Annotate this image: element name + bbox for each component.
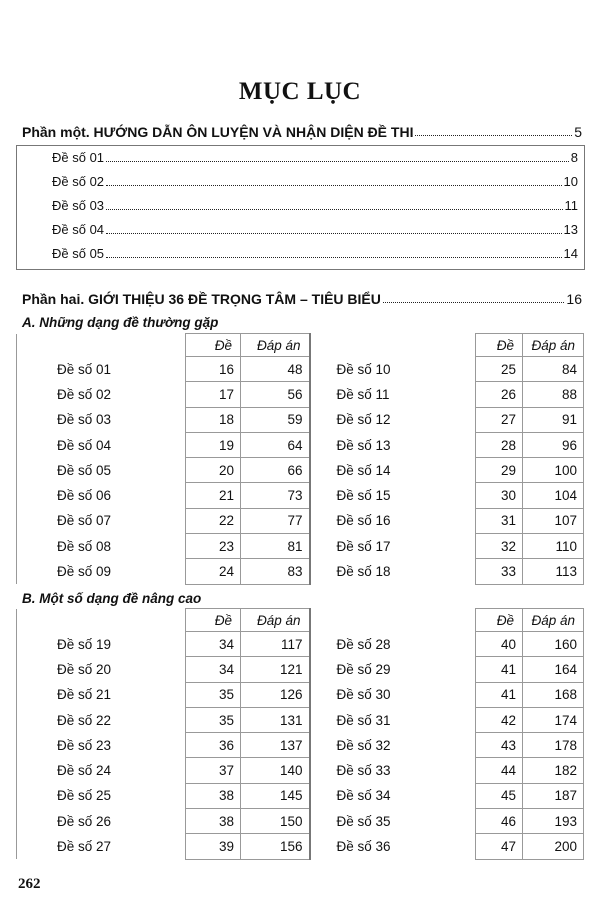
answer-page: 140	[241, 758, 310, 783]
answer-page: 182	[523, 758, 584, 783]
part2-page: 16	[566, 291, 582, 307]
exam-name: Đề số 23	[17, 733, 186, 758]
exam-page: 30	[476, 483, 523, 508]
answer-page: 156	[241, 834, 310, 859]
exam-name: Đề số 15	[310, 483, 476, 508]
exam-name: Đề số 27	[17, 834, 186, 859]
table-row	[17, 809, 584, 834]
table-row	[17, 508, 584, 533]
answer-page: 81	[241, 534, 310, 559]
toc-entry	[52, 174, 578, 189]
exam-page: 45	[476, 783, 523, 808]
table-row	[17, 357, 584, 382]
exam-page: 36	[186, 733, 241, 758]
leader-dots	[106, 174, 561, 186]
entry-page: 13	[563, 222, 578, 237]
exam-page: 24	[186, 559, 241, 584]
answer-page: 131	[241, 707, 310, 732]
table-row	[17, 559, 584, 584]
exam-name: Đề số 11	[310, 382, 476, 407]
exam-page: 44	[476, 758, 523, 783]
table-row	[17, 682, 584, 707]
answer-page: 84	[523, 357, 584, 382]
table-row	[17, 432, 584, 457]
exam-page: 22	[186, 508, 241, 533]
answer-page: 56	[241, 382, 310, 407]
header-de: Đề	[476, 609, 523, 632]
entry-page: 14	[563, 246, 578, 261]
exam-name: Đề số 20	[17, 657, 186, 682]
table-row	[17, 382, 584, 407]
header-de: Đề	[186, 334, 241, 357]
header-dapan: Đáp án	[241, 609, 310, 632]
part1-heading	[22, 124, 582, 140]
exam-name: Đề số 31	[310, 707, 476, 732]
leader-dots	[106, 222, 561, 234]
answer-page: 150	[241, 809, 310, 834]
exam-page: 17	[186, 382, 241, 407]
entry-name: Đề số 03	[52, 198, 105, 213]
exam-page: 18	[186, 407, 241, 432]
exam-name: Đề số 29	[310, 657, 476, 682]
exam-name: Đề số 01	[17, 357, 186, 382]
table-header	[17, 334, 584, 357]
exam-page: 16	[186, 357, 241, 382]
entry-name: Đề số 02	[52, 174, 105, 189]
toc-entry	[52, 198, 578, 213]
exam-name: Đề số 22	[17, 707, 186, 732]
exam-page: 34	[186, 657, 241, 682]
section-a-title: A. Những dạng đề thường gặp	[22, 315, 219, 330]
exam-page: 46	[476, 809, 523, 834]
answer-page: 145	[241, 783, 310, 808]
answer-page: 117	[241, 632, 310, 657]
exam-name: Đề số 36	[310, 834, 476, 859]
answer-page: 113	[523, 559, 584, 584]
table-row	[17, 834, 584, 859]
exam-page: 37	[186, 758, 241, 783]
answer-page: 164	[523, 657, 584, 682]
exam-page: 23	[186, 534, 241, 559]
exam-name: Đề số 33	[310, 758, 476, 783]
exam-page: 38	[186, 783, 241, 808]
leader-dots	[415, 124, 572, 136]
exam-name: Đề số 12	[310, 407, 476, 432]
exam-page: 35	[186, 707, 241, 732]
answer-page: 126	[241, 682, 310, 707]
exam-name: Đề số 34	[310, 783, 476, 808]
answer-page: 83	[241, 559, 310, 584]
answer-page: 168	[523, 682, 584, 707]
part1-label: Phần một. HƯỚNG DẪN ÔN LUYỆN VÀ NHẬN DIỆN ĐỀ THI	[22, 124, 414, 140]
exam-name: Đề số 08	[17, 534, 186, 559]
table-row	[17, 783, 584, 808]
table-row	[17, 657, 584, 682]
exam-page: 19	[186, 432, 241, 457]
table-row	[17, 707, 584, 732]
exam-name: Đề số 09	[17, 559, 186, 584]
header-de: Đề	[476, 334, 523, 357]
exam-page: 34	[186, 632, 241, 657]
entry-name: Đề số 04	[52, 222, 105, 237]
exam-page: 42	[476, 707, 523, 732]
section-a-table	[16, 333, 584, 585]
exam-page: 28	[476, 432, 523, 457]
answer-page: 96	[523, 432, 584, 457]
header-dapan: Đáp án	[523, 334, 584, 357]
exam-page: 35	[186, 682, 241, 707]
answer-page: 88	[523, 382, 584, 407]
exam-name: Đề số 06	[17, 483, 186, 508]
exam-page: 32	[476, 534, 523, 559]
section-b-title: B. Một số dạng đề nâng cao	[22, 591, 202, 606]
answer-page: 187	[523, 783, 584, 808]
exam-page: 21	[186, 483, 241, 508]
exam-page: 33	[476, 559, 523, 584]
answer-page: 66	[241, 458, 310, 483]
answer-page: 64	[241, 432, 310, 457]
answer-page: 73	[241, 483, 310, 508]
exam-name: Đề số 05	[17, 458, 186, 483]
answer-page: 48	[241, 357, 310, 382]
leader-dots	[106, 150, 569, 162]
exam-name: Đề số 24	[17, 758, 186, 783]
exam-name: Đề số 30	[310, 682, 476, 707]
table-header	[17, 609, 584, 632]
table-row	[17, 483, 584, 508]
exam-name: Đề số 04	[17, 432, 186, 457]
exam-name: Đề số 26	[17, 809, 186, 834]
entry-page: 8	[570, 150, 578, 165]
exam-name: Đề số 18	[310, 559, 476, 584]
header-dapan: Đáp án	[523, 609, 584, 632]
page-title: MỤC LỤC	[238, 78, 362, 105]
answer-page: 104	[523, 483, 584, 508]
answer-page: 59	[241, 407, 310, 432]
exam-page: 40	[476, 632, 523, 657]
exam-name: Đề số 21	[17, 682, 186, 707]
exam-name: Đề số 19	[17, 632, 186, 657]
entry-name: Đề số 01	[52, 150, 105, 165]
exam-name: Đề số 02	[17, 382, 186, 407]
part2-heading	[22, 291, 582, 307]
toc-entry	[52, 222, 578, 237]
exam-name: Đề số 17	[310, 534, 476, 559]
exam-name: Đề số 25	[17, 783, 186, 808]
exam-name: Đề số 10	[310, 357, 476, 382]
answer-page: 137	[241, 733, 310, 758]
header-dapan: Đáp án	[241, 334, 310, 357]
exam-name: Đề số 32	[310, 733, 476, 758]
page-number: 262	[18, 876, 41, 892]
exam-page: 29	[476, 458, 523, 483]
answer-page: 100	[523, 458, 584, 483]
answer-page: 174	[523, 707, 584, 732]
header-blank	[17, 609, 186, 632]
exam-page: 41	[476, 657, 523, 682]
exam-page: 41	[476, 682, 523, 707]
exam-name: Đề số 16	[310, 508, 476, 533]
leader-dots	[383, 291, 565, 303]
part1-page: 5	[574, 124, 582, 140]
entry-page: 11	[564, 198, 578, 213]
answer-page: 160	[523, 632, 584, 657]
header-blank	[310, 334, 476, 357]
toc-entry	[52, 150, 578, 165]
answer-page: 107	[523, 508, 584, 533]
table-row	[17, 758, 584, 783]
exam-page: 39	[186, 834, 241, 859]
exam-name: Đề số 35	[310, 809, 476, 834]
header-blank	[17, 334, 186, 357]
toc-entry	[52, 246, 578, 261]
table-row	[17, 534, 584, 559]
table-row	[17, 458, 584, 483]
leader-dots	[106, 246, 561, 258]
answer-page: 200	[523, 834, 584, 859]
table-row	[17, 632, 584, 657]
exam-page: 43	[476, 733, 523, 758]
table-row	[17, 407, 584, 432]
exam-page: 38	[186, 809, 241, 834]
answer-page: 178	[523, 733, 584, 758]
answer-page: 193	[523, 809, 584, 834]
header-blank	[310, 609, 476, 632]
exam-page: 47	[476, 834, 523, 859]
exam-page: 27	[476, 407, 523, 432]
exam-name: Đề số 03	[17, 407, 186, 432]
answer-page: 91	[523, 407, 584, 432]
exam-page: 31	[476, 508, 523, 533]
exam-page: 26	[476, 382, 523, 407]
exam-name: Đề số 14	[310, 458, 476, 483]
exam-name: Đề số 07	[17, 508, 186, 533]
exam-page: 25	[476, 357, 523, 382]
exam-page: 20	[186, 458, 241, 483]
answer-page: 110	[523, 534, 584, 559]
section-b-table	[16, 608, 584, 860]
entry-name: Đề số 05	[52, 246, 105, 261]
leader-dots	[106, 198, 562, 210]
header-de: Đề	[186, 609, 241, 632]
exam-name: Đề số 28	[310, 632, 476, 657]
answer-page: 77	[241, 508, 310, 533]
part2-label: Phần hai. GIỚI THIỆU 36 ĐỀ TRỌNG TÂM – TIÊU BIỂU	[22, 291, 381, 307]
answer-page: 121	[241, 657, 310, 682]
table-row	[17, 733, 584, 758]
entry-page: 10	[563, 174, 578, 189]
exam-name: Đề số 13	[310, 432, 476, 457]
